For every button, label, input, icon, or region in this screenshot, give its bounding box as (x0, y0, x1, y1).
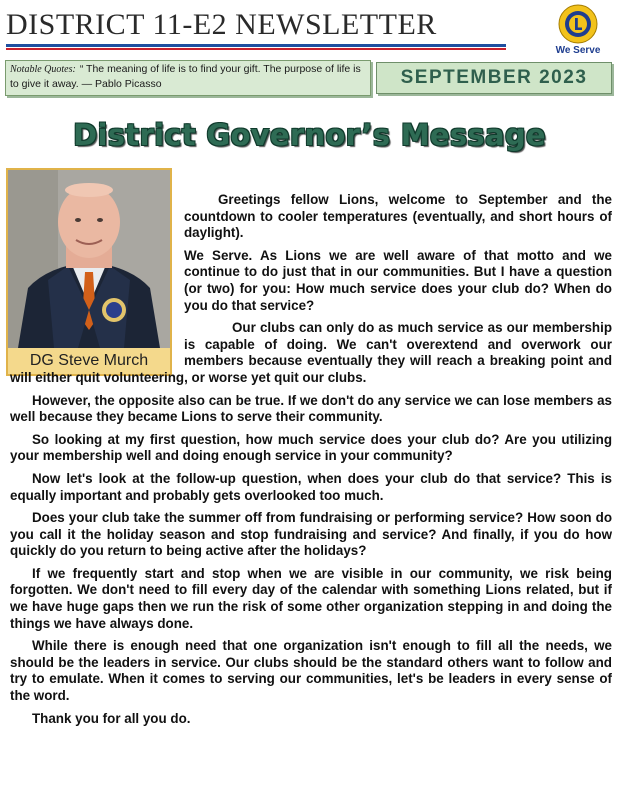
article-title: District Governor’s Message (73, 118, 546, 152)
quote-label: Notable Quotes: (10, 64, 76, 75)
issue-month: SEPTEMBER 2023 (376, 62, 612, 94)
paragraph: We Serve. As Lions we are well aware of that motto and we continue to do just that in our communities. But I have a question (or two) for you: How much service does your club do? When do you do that service? (184, 247, 612, 313)
paragraph: Thank you for all you do. (32, 710, 191, 726)
paragraph: While there is enough need that one organization isn't enough to fill all the needs, we should be the leaders in service. Our clubs should be the standard others want to follow and try to emulate. When it comes to serving our communities, let's be leaders in every sense of the word. (10, 638, 612, 704)
photo-caption: DG Steve Murch (8, 348, 170, 374)
logo-tagline: We Serve (555, 45, 601, 56)
paragraph: However, the opposite also can be true. If we don't do any service we can lose members as well because they became Lions to serve their community. (10, 392, 612, 425)
lions-logo (552, 4, 604, 56)
paragraph: Does your club take the summer off from fundraising or performing service? How soon do you call it the holiday season and stop fundraising and service? And finally, if you do how quickly do you return to being active after the holidays? (10, 510, 612, 559)
paragraph: Greetings fellow Lions, welcome to September and the countdown to cooler temperatures (eventually, and short hours of daylight). (184, 192, 612, 241)
lions-emblem-icon (558, 4, 598, 44)
paragraph: Our clubs can only do as much service as our membership is capable of doing. We can't overextend and overwork our members because eventually they will reach a breaking point and will either quit volunteering, or worse yet quit our clubs. (10, 320, 612, 385)
notable-quote-box (5, 60, 371, 96)
masthead-rule-blue (6, 44, 506, 47)
newsletter-title: DISTRICT 11-E2 NEWSLETTER (6, 8, 437, 41)
paragraph: So looking at my first question, how much service does your club do? Are you utilizing your membership well and doing enough service in your community? (10, 431, 612, 464)
quote-text: “ The meaning of life is to find your gift. The purpose of life is to give it away. — Pablo Picasso (10, 63, 361, 90)
paragraph: Now let's look at the follow-up question, when does your club do that service? This is equally important and probably gets overlooked too much. (10, 470, 612, 503)
masthead-rule-red (6, 48, 506, 50)
article-body (10, 192, 612, 733)
paragraph: If we frequently start and stop when we are visible in our community, we risk being forgotten. We don't need to fill every day of the calendar with something Lions related, but if we have huge gaps then we run the risk of some other organization stepping in and doing the things we have always done. (10, 565, 612, 631)
photo-float-spacer (10, 192, 184, 366)
